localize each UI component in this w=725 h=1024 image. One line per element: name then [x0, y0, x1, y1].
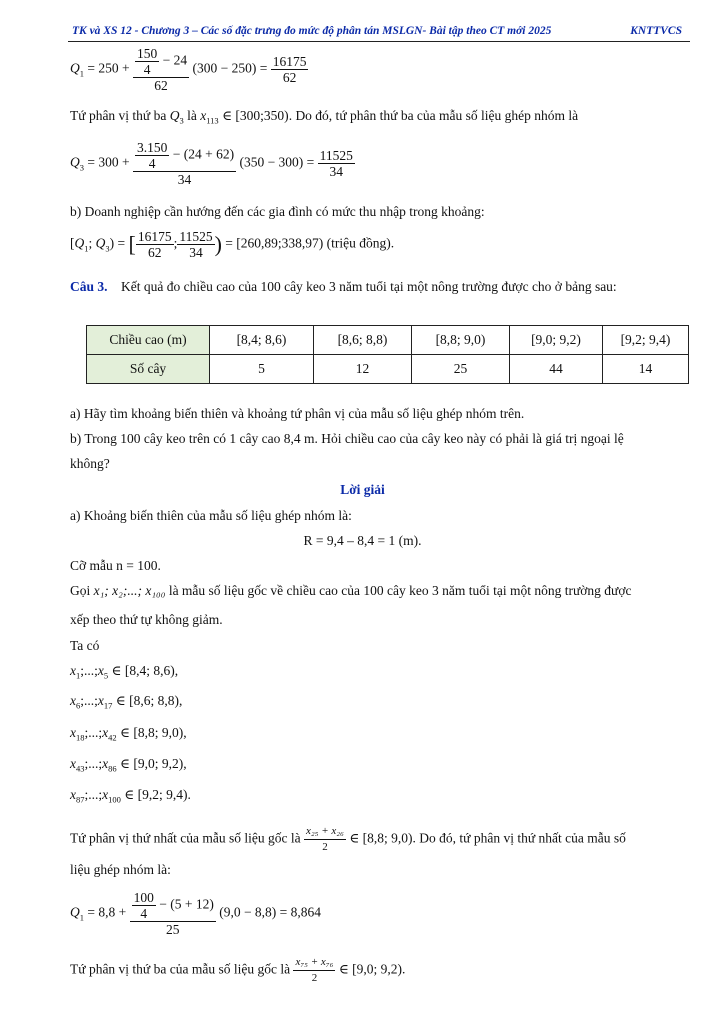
group-line: $x_1;...;x_5$ ∈ [8,4; 8,6), — [70, 663, 179, 681]
header-tag: KNTTVCS — [630, 25, 682, 37]
paragraph-b: b) Doanh nghiệp cần hướng đến các gia đình có mức thu nhập trong khoảng: — [70, 204, 485, 219]
question-3: Câu 3. Kết quả đo chiều cao của 100 cây keo 3 năm tuổi tại một nông trường được cho ở bảng sau: — [70, 279, 617, 294]
table-row — [87, 355, 689, 384]
solution-a-intro: a) Khoảng biến thiên của mẫu số liệu ghép nhóm là: — [70, 508, 352, 523]
solution-title: Lời giải — [340, 482, 385, 497]
paragraph-q3-position: Tứ phân vị thứ ba $Q_3$ là $x_{113}$ ∈ [300;350). Do đó, tứ phân thứ ba của mẫu số liệu ghép nhóm là — [70, 108, 579, 126]
table-cell: 44 — [510, 355, 603, 384]
question-3b-line1: b) Trong 100 cây keo trên có 1 cây cao 8,4 m. Hỏi chiều cao của cây keo này có phải là giá trị ngoại lệ — [70, 431, 624, 446]
question-3a: a) Hãy tìm khoảng biến thiên và khoảng tứ phân vị của mẫu số liệu ghép nhóm trên. — [70, 406, 525, 421]
group-line: $x_{87};...;x_{100}$ ∈ [9,2; 9,4). — [70, 787, 191, 805]
formula-q1-income: $Q_1 = 250$ + $\frac{150}{4}$ − 24 62 (300 − 250) = $\frac{16175}{62}$ — [70, 46, 307, 93]
group-line: $x_{43};...;x_{86}$ ∈ [9,0; 9,2), — [70, 756, 187, 774]
sample-definition-cont: xếp theo thứ tự không giảm. — [70, 612, 223, 627]
formula-q1-height: $Q_1 = 8,8$ + $\frac{100}{4}$ − (5 + 12) 25 (9,0 − 8,8) = 8,864 — [70, 890, 322, 937]
table-header-cell: [9,2; 9,4) — [603, 326, 689, 355]
table-cell: 12 — [314, 355, 412, 384]
we-have: Ta có — [70, 638, 100, 653]
table-header-row — [87, 326, 689, 355]
table-cell: 14 — [603, 355, 689, 384]
table-header-cell: [8,8; 9,0) — [412, 326, 510, 355]
table-cell: Số cây — [87, 355, 210, 384]
sample-definition: Gọi x₁; x₂;...; x₁₀₀ là mẫu số liệu gốc về chiều cao của 100 cây keo 3 năm tuổi tại một nông trường được — [70, 583, 632, 598]
page-header — [68, 25, 690, 42]
sample-size: Cỡ mẫu n = 100. — [70, 558, 161, 573]
table-cell: 25 — [412, 355, 510, 384]
group-line: $x_6;...;x_{17}$ ∈ [8,6; 8,8), — [70, 693, 183, 711]
table-header-cell: Chiều cao (m) — [87, 326, 210, 355]
formula-q3-income: $Q_3 = 300$ + $\frac{3.150}{4}$ − (24 + 62) 34 (350 − 300) = $\frac{11525}{34}$ — [70, 140, 353, 187]
table-header-cell: [8,6; 8,8) — [314, 326, 412, 355]
range-result: R = 9,4 – 8,4 = 1 (m). — [303, 533, 422, 548]
question-3b-line2: không? — [70, 456, 110, 471]
formula-interval: [$Q_1$; $Q_3$) = [ $\frac{16175}{62}$ ; $\frac{11525}{34}$ ) = [260,89;338,97) (triệu đồng). — [70, 229, 395, 260]
table-cell: 5 — [210, 355, 314, 384]
table-header-cell: [8,4; 8,6) — [210, 326, 314, 355]
group-line: $x_{18};...;x_{42}$ ∈ [8,8; 9,0), — [70, 725, 187, 743]
data-table — [86, 325, 689, 384]
q1-grouped-intro: liệu ghép nhóm là: — [70, 862, 171, 877]
q3-original-sample: Tứ phân vị thứ ba của mẫu số liệu gốc là $\frac{\text{x₇₅ + x₇₆}}{2}$ ∈ [9,0; 9,2). — [70, 956, 406, 984]
q1-original-sample: Tứ phân vị thứ nhất của mẫu số liệu gốc là $\frac{\text{x₂₅ + x₂₆}}{2}$ ∈ [8,8; 9,0). Do đó, tứ phân vị thứ nhất của mẫu số — [70, 825, 626, 853]
table-header-cell: [9,0; 9,2) — [510, 326, 603, 355]
header-title: TK và XS 12 - Chương 3 – Các số đặc trưng đo mức độ phân tán MSLGN- Bài tập theo CT mới 2025 — [72, 25, 552, 37]
